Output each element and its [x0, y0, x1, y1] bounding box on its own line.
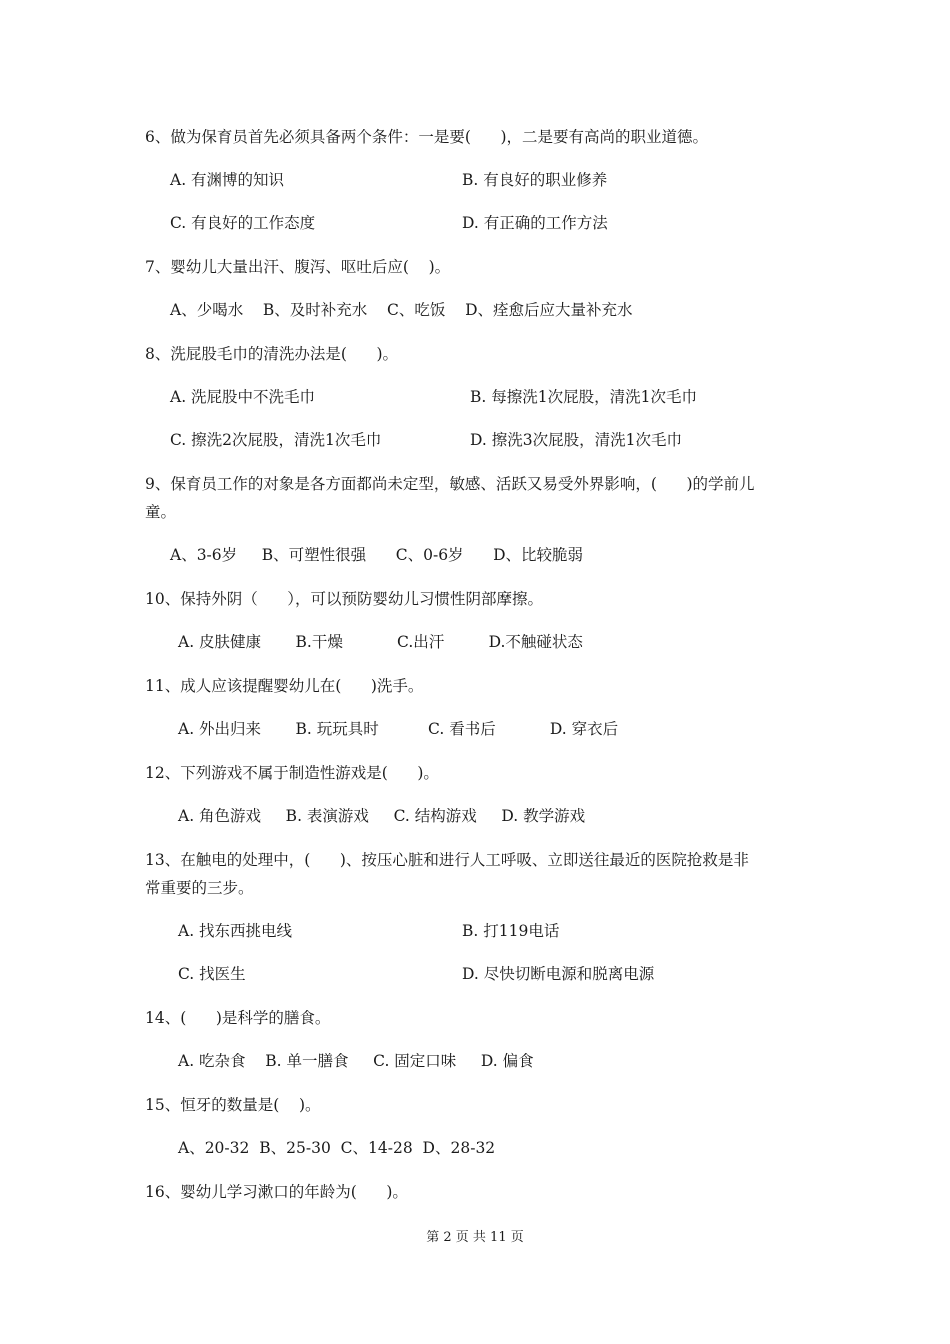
question-15-options: A、20-32 B、25-30 C、14-28 D、28-32: [178, 1139, 496, 1157]
question-13-option-b: B. 打119电话: [462, 922, 560, 940]
question-8-option-a: A. 洗屁股中不洗毛巾: [170, 388, 316, 406]
question-10-stem: 10、保持外阴（ ），可以预防婴幼儿习惯性阴部摩擦。: [145, 590, 544, 608]
question-6-option-c: C. 有良好的工作态度: [170, 214, 316, 232]
question-9-stem-line1: 9、保育员工作的对象是各方面都尚未定型，敏感、活跃又易受外界影响，( )的学前儿: [145, 475, 755, 493]
question-6-option-b: B. 有良好的职业修养: [462, 171, 608, 189]
question-14-options: A. 吃杂食 B. 单一膳食 C. 固定口味 D. 偏食: [178, 1052, 534, 1070]
question-12-stem: 12、下列游戏不属于制造性游戏是( )。: [145, 764, 439, 782]
question-16-stem: 16、婴幼儿学习漱口的年龄为( )。: [145, 1183, 408, 1201]
question-11-options: A. 外出归来 B. 玩玩具时 C. 看书后 D. 穿衣后: [178, 720, 619, 738]
question-8-stem: 8、洗屁股毛巾的清洗办法是( )。: [145, 345, 399, 363]
question-9-stem-line2: 童。: [145, 503, 177, 521]
page-footer: 第 2 页 共 11 页: [426, 1230, 524, 1245]
question-13-option-d: D. 尽快切断电源和脱离电源: [462, 965, 655, 983]
question-7-options: A、少喝水 B、及时补充水 C、吃饭 D、痊愈后应大量补充水: [170, 301, 633, 319]
question-6-stem: 6、做为保育员首先必须具备两个条件：一是要( )，二是要有高尚的职业道德。: [145, 128, 709, 146]
question-8-option-c: C. 擦洗2次屁股，清洗1次毛巾: [170, 431, 382, 449]
question-6-option-d: D. 有正确的工作方法: [462, 214, 608, 232]
question-13-stem-line2: 常重要的三步。: [145, 879, 254, 897]
question-8-option-d: D. 擦洗3次屁股，清洗1次毛巾: [470, 431, 682, 449]
question-7-stem: 7、婴幼儿大量出汗、腹泻、呕吐后应( )。: [145, 258, 451, 276]
question-14-stem: 14、( )是科学的膳食。: [145, 1009, 331, 1027]
question-6-option-a: A. 有渊博的知识: [170, 171, 285, 189]
question-13-option-c: C. 找医生: [178, 965, 246, 983]
question-10-options: A. 皮肤健康 B.干燥 C.出汗 D.不触碰状态: [178, 633, 583, 651]
question-11-stem: 11、成人应该提醒婴幼儿在( )洗手。: [145, 677, 424, 695]
question-13-stem-line1: 13、在触电的处理中，( )、按压心脏和进行人工呼吸、立即送往最近的医院抢救是非: [145, 851, 749, 869]
question-15-stem: 15、恒牙的数量是( )。: [145, 1096, 321, 1114]
question-12-options: A. 角色游戏 B. 表演游戏 C. 结构游戏 D. 教学游戏: [178, 807, 586, 825]
question-8-option-b: B. 每擦洗1次屁股，清洗1次毛巾: [470, 388, 697, 406]
question-13-option-a: A. 找东西挑电线: [178, 922, 293, 940]
question-9-options: A、3-6岁 B、可塑性很强 C、0-6岁 D、比较脆弱: [170, 546, 584, 564]
